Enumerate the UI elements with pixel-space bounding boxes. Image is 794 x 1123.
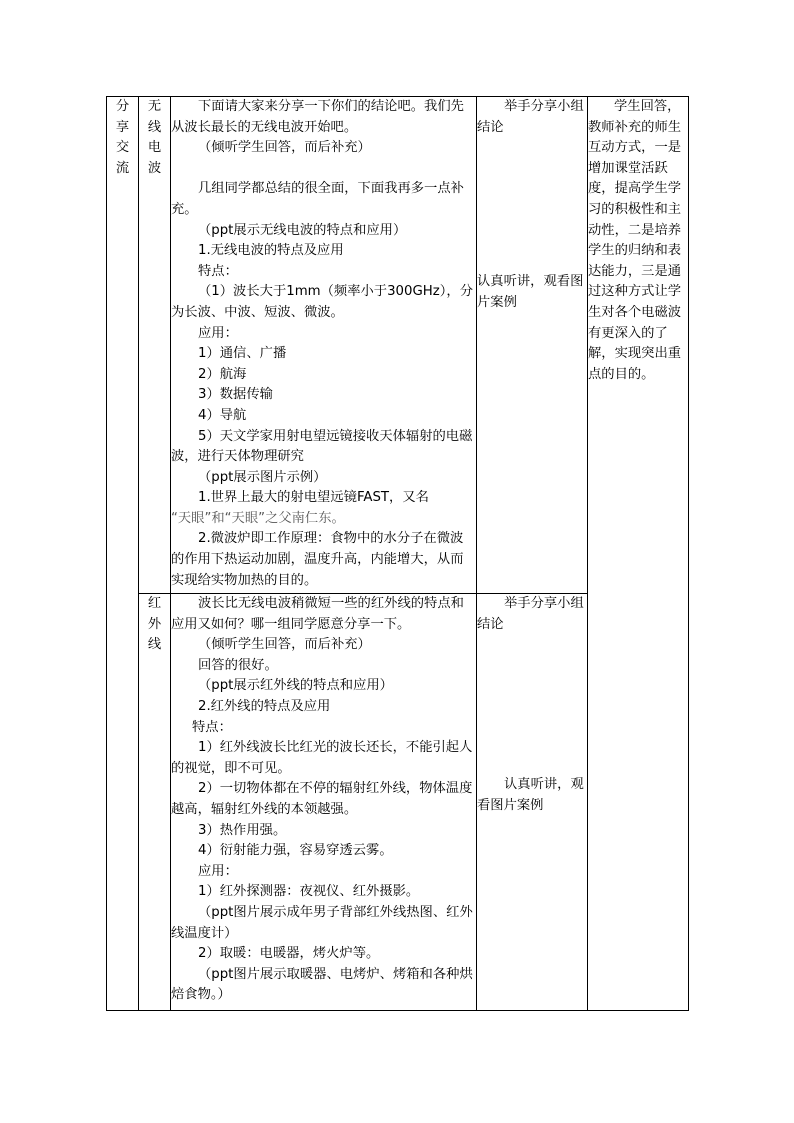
teacher-line: 1.世界上最大的射电望远镜FAST，又名: [198, 490, 429, 506]
teacher-line: 1）通信、广播: [198, 346, 287, 362]
student-line: 举手分享小组结论: [477, 99, 584, 135]
teacher-line: 2）取暖：电暖器，烤火炉等。: [198, 946, 380, 962]
teacher-line: （ppt图片展示取暖器、电烤炉、烤箱和各种烘焙食物。）: [171, 966, 473, 1003]
teacher-line: 2.微波炉即工作原理：食物中的水分子在微波的作用下热运动加剧，温度升高，内能增大，从而实现给实物加热的目的。: [171, 531, 464, 588]
teacher-line: 应用：: [198, 863, 238, 879]
teacher-line: 3）热作用强。: [198, 822, 287, 838]
teacher-line: 特点：: [192, 719, 232, 735]
topic-label-infrared: 红外线: [147, 596, 162, 653]
teacher-line: 1.无线电波的特点及应用: [198, 243, 344, 259]
teacher-line: （ppt图片展示成年男子背部红外线热图、红外线温度计）: [171, 904, 473, 941]
student-line: 举手分享小组结论: [477, 596, 584, 632]
stage-cell: [107, 97, 139, 1011]
teacher-line: 1）红外探测器：夜视仪、红外摄影。: [198, 884, 420, 900]
row-radio-waves: [107, 97, 689, 594]
teacher-line: 特点：: [198, 263, 238, 279]
teacher-line: 应用：: [198, 325, 238, 341]
student-activity-infrared: [477, 594, 588, 1011]
topic-cell-radio: [139, 97, 171, 594]
topic-label-radio: 无线电波: [147, 99, 162, 176]
teacher-line: 4）导航: [198, 407, 247, 423]
teacher-line: （1）波长大于1mm（频率小于300GHz），分为长波、中波、短波、微波。: [171, 284, 473, 320]
teacher-line: 回答的很好。: [198, 657, 278, 673]
teacher-line: 5）天文学家用射电望远镜接收天体辐射的电磁波，进行天体物理研究: [171, 428, 473, 465]
topic-cell-infrared: [139, 594, 171, 1011]
teacher-line: （ppt展示红外线的特点和应用）: [198, 678, 393, 694]
teacher-line: 下面请大家来分享一下你们的结论吧。我们先从波长最长的无线电波开始吧。: [171, 99, 464, 135]
teacher-line: 4）衍射能力强，容易穿透云雾。: [198, 843, 393, 859]
stage-label: 分享交流: [115, 99, 130, 176]
student-line: 认真听讲，观看图片案例: [477, 274, 584, 310]
teacher-line: （倾听学生回答，而后补充）: [198, 140, 371, 156]
teacher-line: 1）红外线波长比红光的波长还长，不能引起人的视觉，即不可见。: [171, 740, 473, 776]
teacher-line: 2.红外线的特点及应用: [198, 698, 331, 714]
student-line: 认真听讲，观看图片案例: [477, 777, 584, 813]
teacher-line: 波长比无线电波稍微短一些的红外线的特点和应用又如何？哪一组同学愿意分享一下。: [171, 596, 464, 632]
teacher-line: “天眼”和“天眼”之父南仁东。: [171, 510, 345, 526]
lesson-plan-table: [106, 96, 689, 1011]
teacher-line: （倾听学生回答，而后补充）: [198, 637, 371, 653]
teacher-line: 2）航海: [198, 366, 247, 382]
teacher-line: 几组同学都总结的很全面，下面我再多一点补充。: [171, 181, 464, 217]
teacher-line: 2）一切物体都在不停的辐射红外线，物体温度越高，辐射红外线的本领越强。: [171, 781, 473, 817]
teacher-line: （ppt展示图片示例）: [198, 469, 327, 485]
design-intent-text: 学生回答，教师补充的师生互动方式，一是增加课堂活跃度，提高学生学习的积极性和主动性，二是培养学生的归纳和表达能力，三是通过这种方式让学生对各个电磁波有更深入的了解，实现突出重点的目的。: [588, 99, 682, 382]
teacher-line-blank: [171, 159, 476, 180]
teacher-activity-radio: [171, 97, 477, 594]
student-activity-radio: [477, 97, 588, 594]
teacher-line: 3）数据传输: [198, 387, 273, 403]
teacher-line: （ppt展示无线电波的特点和应用）: [198, 222, 407, 238]
teacher-activity-infrared: [171, 594, 477, 1011]
design-intent-cell: [588, 97, 689, 1011]
